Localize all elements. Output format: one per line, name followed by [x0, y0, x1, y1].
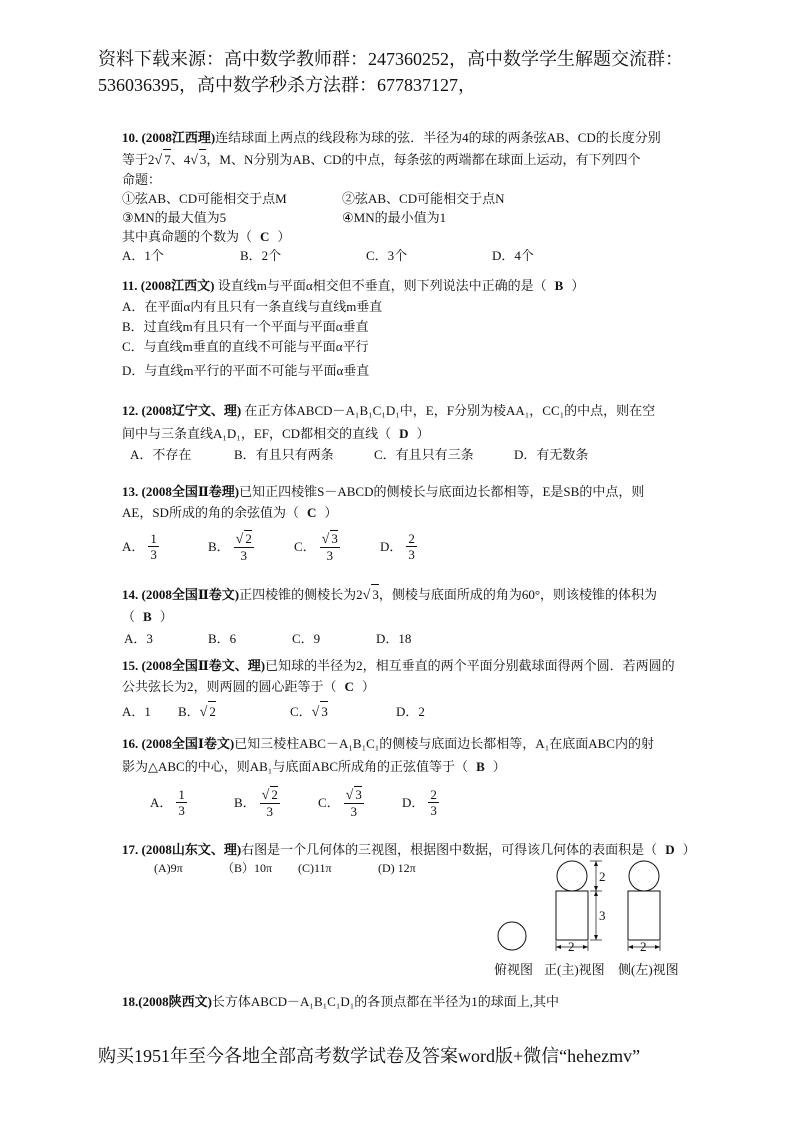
- q10-prop-3: ③MN的最大值为5: [122, 210, 227, 225]
- q15-text-2: 公共弦长为2，则两圆的圆心距等于（: [122, 679, 337, 694]
- q12-option-c: C．有且只有三条: [374, 447, 474, 462]
- q12-number: 12.: [122, 403, 139, 418]
- q17-number: 17.: [122, 842, 139, 857]
- q16-option-c: [318, 786, 402, 819]
- q17-text-1: 右图是一个几何体的三视图，根据图中数据，可得该几何体的表面积是（: [241, 842, 658, 857]
- q11-option-a: A．在平面α内有且只有一条直线与直线m垂直: [122, 299, 383, 314]
- radicand: 2: [271, 786, 278, 802]
- arrow-up: [594, 861, 598, 866]
- q12-option-d: D．有无数条: [514, 447, 589, 462]
- q16-text-2: 影为△ABC的中心，则AB₁与底面ABC所成角的正弦值等于（: [122, 759, 469, 774]
- q14-answer: B: [143, 609, 152, 624]
- q11-answer: B: [554, 278, 564, 293]
- q11-close: ）: [571, 278, 585, 293]
- arrow-left: [628, 945, 633, 949]
- q13-label-a: A．: [122, 538, 145, 554]
- q16-option-a: [150, 787, 234, 818]
- numerator: 1: [150, 530, 157, 546]
- q13-option-c: [294, 530, 380, 563]
- q18-source: (2008陕西文): [138, 994, 212, 1009]
- numerator: [234, 530, 254, 548]
- q10-option-b: B．2个: [240, 248, 282, 263]
- denominator: 3: [178, 802, 185, 818]
- fraction: [320, 530, 340, 563]
- q11-option-d: D．与直线m平行的平面不可能与平面α垂直: [122, 363, 370, 378]
- top-view-circle: [498, 922, 526, 950]
- q10-text-2b: 、4: [170, 152, 191, 167]
- numerator: 2: [430, 786, 437, 802]
- q15-option-d: D．2: [396, 704, 425, 719]
- q13-source: (2008全国Ⅱ卷理): [141, 484, 240, 499]
- q15-close: ）: [361, 679, 375, 694]
- footer-ad: 购买1951年至今各地全部高考数学试卷及答案word版+微信“hehezmv”: [98, 1046, 641, 1066]
- side-view-circle: [629, 861, 659, 891]
- q11-option-c: C．与直线m垂直的直线不可能与平面α平行: [122, 339, 369, 354]
- arrow-left: [556, 945, 561, 949]
- caption-top-view: 俯视图: [494, 962, 534, 977]
- sqrt-sign: √: [199, 705, 208, 720]
- q17-option-a: (A)9π: [154, 861, 183, 875]
- q15-source: (2008全国Ⅱ卷文、理): [141, 658, 266, 673]
- q10-text-4: 其中真命题的个数为（: [122, 229, 253, 244]
- arrow-down: [594, 935, 598, 940]
- q14-option-d: D．18: [376, 631, 412, 646]
- q12-close: ）: [416, 426, 430, 441]
- question-10: [122, 128, 722, 265]
- denominator: 3: [430, 802, 437, 818]
- q12-answer: D: [399, 426, 409, 441]
- q17-source: (2008山东文、理): [141, 842, 242, 857]
- q11-number: 11.: [122, 278, 138, 293]
- arrow-right: [583, 945, 588, 949]
- q17-close: ）: [682, 842, 696, 857]
- side-view-rect: [628, 891, 660, 940]
- sqrt-sign: √: [311, 705, 320, 720]
- denominator: 3: [326, 547, 334, 563]
- q16-source: (2008全国Ⅰ卷文): [141, 736, 235, 751]
- q17-option-b: （B）10π: [222, 861, 273, 875]
- q15-answer: C: [344, 679, 354, 694]
- question-13: [122, 482, 722, 566]
- numerator: [344, 786, 364, 804]
- front-view-rect: [556, 891, 588, 940]
- question-15: [122, 656, 722, 722]
- q10-prop-2: ②弦AB、CD可能相交于点N: [342, 191, 505, 206]
- q11-source: (2008江西文): [140, 278, 215, 293]
- radicand: 3: [331, 530, 338, 546]
- q14-option-c: C．9: [292, 631, 321, 646]
- q14-text-1a: 正四棱锥的侧棱长为2: [239, 587, 363, 602]
- question-14: [122, 584, 722, 648]
- q10-radicand-1: 7: [163, 149, 171, 169]
- arrow-right: [655, 945, 660, 949]
- q12-source: (2008辽宁文、理): [141, 403, 242, 418]
- sqrt-sign: √: [235, 531, 244, 547]
- q12-option-a: A．不存在: [130, 447, 192, 462]
- q13-number: 13.: [122, 484, 139, 499]
- fraction: [428, 787, 439, 818]
- sqrt-sign: √: [261, 787, 270, 803]
- q10-prop-1: ①弦AB、CD可能相交于点M: [122, 191, 287, 206]
- sqrt-sign: √: [345, 787, 354, 803]
- sqrt-sign: √: [154, 153, 163, 168]
- q15-option-a: A．1: [122, 704, 151, 719]
- q13-option-a: [122, 531, 208, 562]
- q12-text-2: 间中与三条直线A₁D₁，EF，CD都相交的直线（: [122, 426, 392, 441]
- q13-text-2: AE，SD所成的角的余弦值为（: [122, 505, 299, 520]
- fraction: [148, 531, 159, 562]
- arrow-up: [594, 891, 598, 896]
- dim-label-side-width: 2: [640, 939, 647, 954]
- denominator: 3: [408, 546, 415, 562]
- q11-option-b: B．过直线m有且只有一个平面与平面α垂直: [122, 319, 369, 334]
- radicand: 3: [355, 786, 362, 802]
- fraction: [176, 787, 187, 818]
- q14-close: ）: [159, 609, 173, 624]
- q16-label-d: D．: [402, 794, 425, 810]
- numerator: 2: [408, 530, 415, 546]
- q10-text-1: 连结球面上两点的线段称为球的弦．半径为4的球的两条弦AB、CD的长度分别: [215, 130, 661, 145]
- question-11: [122, 276, 722, 380]
- q18-text-1: 长方体ABCD－A₁B₁C₁D₁的各顶点都在半径为1的球面上,其中: [211, 994, 560, 1009]
- q15-option-c: [290, 701, 396, 722]
- q18-number: 18.: [122, 994, 139, 1009]
- q15-radicand-b: 2: [208, 701, 216, 721]
- q10-text-3: 命题：: [122, 172, 162, 187]
- front-view-circle: [557, 861, 587, 891]
- q15-number: 15.: [122, 658, 139, 673]
- q16-text-1: 已知三棱柱ABC－A₁B₁C₁的侧棱与底面边长都相等，A₁在底面ABC内的射: [234, 736, 654, 751]
- q10-number: 10.: [122, 130, 139, 145]
- arrow-down: [594, 886, 598, 891]
- q14-radicand: 3: [371, 584, 379, 604]
- q16-label-c: C．: [318, 794, 340, 810]
- q12-text-1: 在正方体ABCD－A₁B₁C₁D₁中，E，F分别为棱AA₁，CC₁的中点，则在空: [244, 403, 656, 418]
- fraction: [234, 530, 254, 563]
- q10-answer: C: [260, 229, 270, 244]
- fraction: [406, 531, 417, 562]
- q10-text-2c: ，M、N分别为AB、CD的中点，每条弦的两端都在球面上运动，有下列四个: [206, 152, 641, 167]
- q10-text-2a: 等于2: [122, 152, 155, 167]
- fraction: [344, 786, 364, 819]
- denominator: 3: [350, 803, 358, 819]
- fraction: [260, 786, 280, 819]
- q17-option-d: (D) 12π: [378, 861, 416, 875]
- q13-answer: C: [306, 505, 317, 520]
- q13-option-b: [208, 530, 294, 563]
- q10-prop-4: ④MN的最小值为1: [342, 210, 447, 225]
- q13-label-d: D．: [380, 538, 403, 554]
- dim-label-front-width: 2: [568, 939, 575, 954]
- header-line-1: 资料下载来源：高中数学教师群：247360252，高中数学学生解题交流群：: [98, 49, 683, 69]
- numerator: [260, 786, 280, 804]
- q12-option-b: B．有且只有两条: [234, 447, 334, 462]
- question-18: [122, 992, 722, 1011]
- q13-close: ）: [324, 505, 338, 520]
- q10-close: ）: [277, 229, 291, 244]
- dim-label-middle: 3: [599, 908, 606, 923]
- q10-option-a: A．1个: [122, 248, 164, 263]
- q15-text-1: 已知球的半径为2，相互垂直的两个平面分别截球面得两个圆．若两圆的: [265, 658, 675, 673]
- q14-option-b: B．6: [208, 631, 237, 646]
- sqrt-sign: √: [362, 588, 371, 603]
- q16-option-b: [234, 786, 318, 819]
- caption-front-view: 正(主)视图: [544, 962, 605, 977]
- q13-option-d: [380, 531, 421, 562]
- denominator: 3: [266, 803, 274, 819]
- sqrt-sign: √: [321, 531, 330, 547]
- q16-label-a: A．: [150, 794, 173, 810]
- q17-option-c: (C)11π: [298, 861, 332, 875]
- q15-option-b: [178, 701, 290, 722]
- q15-label-b: B．: [178, 704, 200, 719]
- q16-option-d: [402, 787, 443, 818]
- q14-option-a: A．3: [124, 631, 153, 646]
- question-16: [122, 734, 722, 822]
- q15-radicand-c: 3: [320, 701, 328, 721]
- q10-option-d: D．4个: [492, 248, 534, 263]
- q10-source: (2008江西理): [141, 130, 216, 145]
- q17-answer: D: [665, 842, 675, 857]
- q10-radicand-2: 3: [199, 149, 207, 169]
- sqrt-sign: √: [190, 153, 198, 168]
- caption-side-view: 侧(左)视图: [618, 962, 679, 977]
- q16-close: ）: [492, 759, 506, 774]
- radicand: 2: [245, 530, 252, 546]
- denominator: 3: [240, 547, 248, 563]
- q14-open: （: [122, 609, 136, 624]
- q16-answer: B: [476, 759, 485, 774]
- dim-label-top: 2: [599, 869, 606, 884]
- q13-label-c: C．: [294, 538, 316, 554]
- denominator: 3: [150, 546, 157, 562]
- q13-label-b: B．: [208, 538, 230, 554]
- q14-source: (2008全国Ⅱ卷文): [141, 587, 240, 602]
- header-line-2: 536036395，高中数学秒杀方法群：677837127，: [98, 75, 476, 95]
- q16-label-b: B．: [234, 794, 256, 810]
- q14-number: 14.: [122, 587, 139, 602]
- q15-label-c: C．: [290, 704, 312, 719]
- three-view-figure: [490, 855, 720, 980]
- q13-text-1: 已知正四棱锥S－ABCD的侧棱长与底面边长都相等，E是SB的中点，则: [239, 484, 645, 499]
- question-12: [122, 401, 722, 464]
- q10-option-c: C．3个: [366, 248, 408, 263]
- q14-text-1b: ，侧棱与底面所成的角为60°，则该棱锥的体积为: [378, 587, 658, 602]
- numerator: [320, 530, 340, 548]
- q16-number: 16.: [122, 736, 139, 751]
- q11-text-1: 设直线m与平面α相交但不垂直，则下列说法中正确的是（: [217, 278, 547, 293]
- numerator: 1: [178, 786, 185, 802]
